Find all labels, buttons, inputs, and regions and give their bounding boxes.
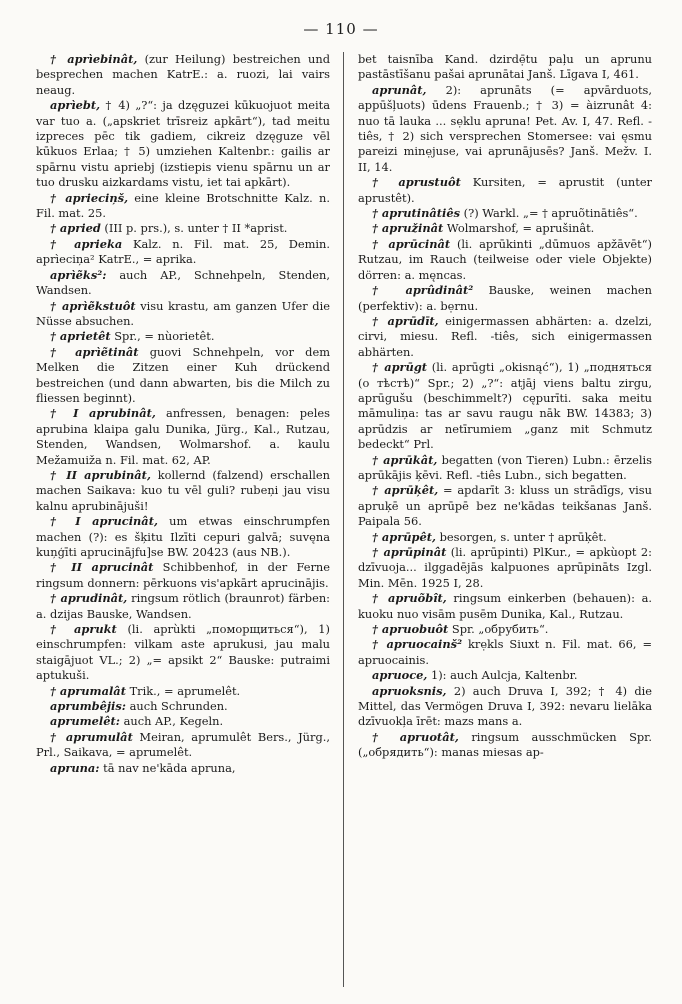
dictionary-entry: [36, 684, 330, 699]
entry-text: tā nav ne'kāda apruna,: [99, 760, 236, 775]
entry-text: (li. aprùkti „поморщиться“), 1) einschrumpfen: vilkam aste aprukusi, jau malu staigājuot VL.; 2) „= apsikt 2“ Bauske: putraimi aptukuši.: [36, 622, 330, 683]
dictionary-entry: [358, 483, 652, 529]
dictionary-entry: [36, 699, 330, 714]
dictionary-entry: [358, 52, 652, 83]
dictionary-columns: [36, 52, 652, 992]
entry-headword: † II aprucinât: [50, 560, 154, 575]
entry-text: bet taisnība Kand. dzirdẹ̄tu paļu un aprunu pastāstīšanu pašai aprunātai Janš. Līgava I, 461.: [358, 52, 652, 82]
entry-text: ringsum ausschmücken Spr. („обрядить“): manas miesas ap-: [358, 729, 652, 760]
entry-text: (li. aprūkinti „dūmuos apžāvēt“) Rutzau, im Rauch (teilweise oder viele Objekte) dörren: a. męncas.: [358, 236, 652, 282]
dictionary-entry: [358, 637, 652, 668]
dictionary-entry: [358, 684, 652, 730]
entry-headword: † apruõbît,: [372, 591, 447, 606]
dictionary-entry: [358, 668, 652, 683]
entry-headword: † aprûdinât²: [372, 283, 474, 298]
entry-text: eine kleine Brotschnitte Kalz. n. Fil. mat. 25.: [36, 190, 330, 221]
dictionary-entry: [36, 730, 330, 761]
dictionary-entry: [358, 530, 652, 545]
entry-text: (?) Warkl. „= † apruõtinātiês“.: [460, 206, 638, 221]
entry-headword: † aprudinât,: [50, 591, 128, 606]
dictionary-entry: [36, 237, 330, 268]
entry-text: Meiran, aprumulêt Bers., Jürg., Prl., Saikava, = aprumelêt.: [36, 729, 330, 760]
dictionary-entry: [36, 761, 330, 776]
entry-headword: aprìebt,: [50, 98, 101, 113]
dictionary-entry: [36, 299, 330, 330]
entry-text: ringsum rötlich (braunrot) färben: a. dzijas Bauske, Wandsen.: [36, 591, 330, 621]
dictionary-entry: [36, 191, 330, 222]
entry-headword: aprunât,: [372, 82, 427, 97]
entry-headword: † aprìẽtinât: [50, 344, 139, 359]
entry-headword: † apruocainš²: [372, 637, 463, 652]
dictionary-entry: [358, 175, 652, 206]
dictionary-entry: [36, 560, 330, 591]
entry-headword: aprumbêjis:: [50, 699, 126, 714]
dictionary-entry: [358, 453, 652, 484]
entry-headword: † apruobuôt: [372, 622, 449, 637]
entry-text: visu krastu, am ganzen Ufer die Nüsse absuchen.: [36, 298, 330, 328]
entry-headword: † aprìẽkstuôt: [50, 298, 136, 313]
page-number: — 110 —: [303, 20, 379, 38]
entry-text: begatten (von Tieren) Lubn.: ērzelis aprūkājis ķēvi. Refl. -tiês Lubn., sich begatten.: [358, 452, 652, 482]
entry-text: kollernd (falzend) erschallen machen Saikava: kuo tu vēl guli? rubeņi jau visu kalnu aprubinājuši!: [36, 467, 330, 513]
dictionary-entry: [36, 98, 330, 190]
entry-text: † 4) „?“: ja dzęguzei kūkuojuot meita var tuo a. („apskriet trīsreiz apkārt“), tad meitu izpreces pēc tik gadiem, cikreiz dzęguze vēl kūkuos Erlaa; † 5) umziehen Kaltenbr.: gailis ar spārnu vistu apriebj (izstiepis vienu spārnu un ar tuo drusku aizkardams vistu, iet tai apkārt).: [36, 98, 330, 190]
entry-text: Spr., = nùorietêt.: [110, 329, 215, 344]
entry-headword: † aprustuôt: [372, 175, 461, 190]
dictionary-entry: [36, 268, 330, 299]
entry-text: Kursiten, = aprustit (unter aprustêt).: [358, 175, 652, 205]
entry-headword: † aprūķêt,: [372, 483, 439, 498]
dictionary-entry: [358, 206, 652, 221]
column-divider: [343, 52, 344, 987]
dictionary-entry: [36, 406, 330, 468]
entry-headword: aprìẽks²:: [50, 267, 107, 282]
dictionary-entry: [358, 545, 652, 591]
entry-headword: † apružinât: [372, 221, 444, 236]
entry-headword: † aprūkât,: [372, 452, 438, 467]
entry-text: (li. aprūgti „okisnąć“), 1) „подняться (o тѣстѣ)“ Spr.; 2) „?“: atjāj viens baltu zirgu, aprūgušu (beschimmelt?) cępurīti. saka meitu māmuliņa: tas ar savu raugu nāk BW. 14383; 3) aprūdzis ar netīrumiem „ganz mit Schmutz bedeckt“ Prl.: [358, 360, 652, 452]
entry-headword: † I aprucinât,: [50, 514, 158, 529]
dictionary-entry: [358, 360, 652, 452]
entry-headword: † I aprubinât,: [50, 406, 156, 421]
entry-headword: apruoce,: [372, 668, 428, 683]
entry-headword: † aprietêt: [50, 329, 111, 344]
entry-text: Kalz. n. Fil. mat. 25, Demin. aprìeciņa² KatrE., = aprika.: [36, 236, 330, 267]
entry-headword: † aprūgt: [372, 360, 428, 375]
dictionary-entry: [36, 714, 330, 729]
dictionary-entry: [36, 345, 330, 407]
dictionary-entry: [358, 83, 652, 175]
entry-text: auch Schrunden.: [125, 699, 228, 714]
left-column: [36, 52, 330, 992]
entry-text: (zur Heilung) bestreichen und besprechen machen KatrE.: a. ruozi, lai vairs neaug.: [36, 52, 330, 97]
entry-headword: † aprūpêt,: [372, 529, 436, 544]
entry-headword: † aprumalât: [50, 683, 126, 698]
dictionary-entry: [358, 730, 652, 761]
entry-text: Wolmarshof, = aprušinât.: [443, 221, 595, 236]
dictionary-entry: [36, 591, 330, 622]
entry-text: (li. aprūpinti) PlKur., = apkùopt 2: dzīvuoja... ilggadējās kalpuones aprūpināts Izgl. Min. Mēn. 1925 I, 28.: [358, 545, 652, 590]
entry-headword: † aprìebinât,: [50, 52, 138, 66]
entry-text: (III p. prs.), s. unter † II *aprist.: [100, 221, 288, 236]
entry-text: ringsum einkerben (behauen): a. kuoku nuo visām pusēm Dunika, Kal., Rutzau.: [358, 591, 652, 621]
entry-headword: apruoksnis,: [372, 683, 447, 698]
entry-text: Schibbenhof, in der Ferne ringsum donnern: pērkuons vis'apkārt aprucinājis.: [36, 560, 330, 590]
entry-headword: † apried: [50, 221, 101, 236]
dictionary-entry: [358, 221, 652, 236]
entry-headword: apruna:: [50, 760, 100, 775]
entry-text: guovi Schnehpeln, vor dem Melken die Zitzen einer Kuh drückend bestreichen (und dann abwarten, bis die Milch zu fliessen beginnt).: [36, 344, 330, 405]
entry-headword: † II aprubinât,: [50, 467, 151, 482]
entry-headword: † aprutinâtiês: [372, 206, 461, 221]
entry-headword: † aprieka: [50, 236, 123, 251]
dictionary-entry: [358, 237, 652, 283]
dictionary-entry: [358, 622, 652, 637]
dictionary-entry: [36, 329, 330, 344]
entry-headword: † aprieciņš,: [50, 190, 129, 205]
dictionary-entry: [36, 221, 330, 236]
entry-text: Spr. „обрубить“.: [448, 622, 549, 637]
entry-headword: † aprūcinât: [372, 236, 451, 251]
entry-headword: † aprukt: [50, 622, 117, 637]
dictionary-entry: [36, 514, 330, 560]
entry-text: krẹkls Siuxt n. Fil. mat. 66, = apruocainis.: [358, 637, 652, 667]
entry-text: um etwas einschrumpfen machen (?): es šķitu Ilzīti cepuri galvā; suvęna kuņģīti aprucinājfu]se BW. 20423 (aus NB.).: [36, 514, 330, 559]
dictionary-entry: [358, 314, 652, 360]
entry-text: 1): auch Aulcja, Kaltenbr.: [427, 668, 578, 683]
right-column: [358, 52, 652, 992]
entry-headword: † aprūdīt,: [372, 313, 439, 328]
dictionary-entry: [358, 283, 652, 314]
entry-headword: † aprūpinât: [372, 545, 447, 559]
entry-text: auch AP., Kegeln.: [119, 714, 224, 729]
dictionary-entry: [36, 52, 330, 98]
dictionary-entry: [36, 622, 330, 684]
entry-headword: † aprumulât: [50, 729, 133, 744]
entry-text: Bauske, weinen machen (perfektiv): a. bẹrnu.: [358, 283, 652, 313]
entry-text: auch AP., Schnehpeln, Stenden, Wandsen.: [36, 267, 330, 298]
entry-text: besorgen, s. unter † aprūķêt.: [436, 529, 607, 544]
entry-text: 2) auch Druva I, 392; † 4) die Mittel, das Vermögen Druva I, 392: nevaru lielāka dzīvuokļa īrēt: mazs mans a.: [358, 683, 652, 729]
dictionary-entry: [358, 591, 652, 622]
entry-text: anfressen, benagen: peles aprubina klaipa galu Dunika, Jürg., Kal., Rutzau, Stenden, Wandsen, Wolmarshof. a. kaulu Mežamuiža n. Fil. mat. 62, AP.: [36, 406, 330, 467]
entry-headword: aprumelêt:: [50, 714, 120, 729]
entry-text: einigermassen abhärten: a. dzelzi, cirvi, miesu. Refl. -tiês, sich einigermassen abhärten.: [358, 313, 652, 359]
entry-text: = apdarīt 3: kluss un strādīgs, visu apruķē un aprūpē bez ne'kādas teikšanas Janš. Paipala 56.: [358, 483, 652, 529]
dictionary-entry: [36, 468, 330, 514]
entry-text: 2): aprunāts (= apvārduots, appūšļuots) ūdens Frauenb.; † 3) = àizrunât 4: nuo tā lauka ... sẹklu apruna! Pet. Av. I, 47. Refl. -tiês, † 2) sich versprechen Stomersee: vai ęsmu pareizi minẹjuse, vai aprunājusēs? Janš. Mežv. I. II, 14.: [358, 82, 652, 174]
entry-text: Trik., = aprumelêt.: [125, 683, 241, 698]
entry-headword: † apruotât,: [372, 729, 459, 744]
